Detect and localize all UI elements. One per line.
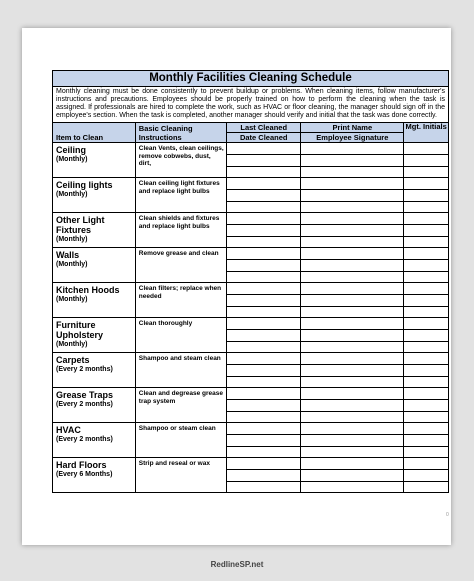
signature-field[interactable] — [301, 412, 403, 422]
mgt-initials-field-group — [404, 178, 449, 213]
mgt-initials-field-group — [404, 353, 449, 388]
date-cleaned-field[interactable] — [227, 283, 300, 295]
mgt-initials-field[interactable] — [404, 470, 448, 482]
date-cleaned-field[interactable] — [227, 143, 300, 155]
signature-field-group — [301, 353, 404, 388]
signature-field[interactable] — [301, 190, 403, 202]
item-name: Grease Traps — [56, 390, 114, 400]
item-frequency: (Monthly) — [56, 236, 88, 243]
date-cleaned-field-group — [227, 213, 301, 248]
mgt-initials-field[interactable] — [404, 318, 448, 330]
mgt-initials-field[interactable] — [404, 283, 448, 295]
mgt-initials-field[interactable] — [404, 155, 448, 167]
date-cleaned-field[interactable] — [227, 202, 300, 212]
item-frequency: (Every 2 months) — [56, 401, 113, 408]
item-name: Ceiling — [56, 145, 87, 155]
mgt-initials-field[interactable] — [404, 260, 448, 272]
last-cleaned-label: Last Cleaned — [227, 123, 300, 133]
print-name-label: Print Name — [301, 123, 403, 133]
mgt-initials-header: Mgt. Initials — [404, 123, 449, 143]
basic-instructions-header: Basic Cleaning Instructions — [135, 123, 226, 143]
instructions-cell: Clean Vents, clean ceilings, remove cobwebs, dust, dirt, — [135, 143, 226, 178]
table-row — [53, 458, 449, 493]
item-cell — [53, 248, 136, 283]
mgt-initials-field-group — [404, 283, 449, 318]
item-cell — [53, 353, 136, 388]
item-cell — [53, 423, 136, 458]
date-cleaned-field[interactable] — [227, 167, 300, 177]
item-cell — [53, 318, 136, 353]
item-frequency: (Monthly) — [56, 156, 88, 163]
mgt-initials-field[interactable] — [404, 412, 448, 422]
item-cell — [53, 178, 136, 213]
item-name: Walls — [56, 250, 80, 260]
date-cleaned-field[interactable] — [227, 295, 300, 307]
table-row — [53, 353, 449, 388]
item-frequency: (Every 2 months) — [56, 436, 113, 443]
item-cell — [53, 283, 136, 318]
cleaning-schedule-table — [52, 70, 449, 493]
mgt-initials-field[interactable] — [404, 458, 448, 470]
item-frequency: (Monthly) — [56, 296, 88, 303]
mgt-initials-field-group — [404, 318, 449, 353]
mgt-initials-field[interactable] — [404, 213, 448, 225]
signature-field[interactable] — [301, 143, 403, 155]
mgt-initials-field[interactable] — [404, 342, 448, 352]
signature-field[interactable] — [301, 482, 403, 492]
table-row — [53, 143, 449, 178]
mgt-initials-field[interactable] — [404, 482, 448, 492]
mgt-initials-field[interactable] — [404, 447, 448, 457]
instructions-cell: Strip and reseal or wax — [135, 458, 226, 493]
date-cleaned-field[interactable] — [227, 155, 300, 167]
date-cleaned-field[interactable] — [227, 237, 300, 247]
table-row — [53, 213, 449, 248]
mgt-initials-field[interactable] — [404, 248, 448, 260]
table-header-row — [53, 123, 449, 143]
item-cell — [53, 388, 136, 423]
item-to-clean-header: Item to Clean — [53, 123, 136, 143]
item-cell — [53, 143, 136, 178]
mgt-initials-field[interactable] — [404, 377, 448, 387]
date-cleaned-field-group — [227, 283, 301, 318]
date-cleaned-field[interactable] — [227, 342, 300, 352]
signature-field[interactable] — [301, 272, 403, 282]
mgt-initials-field-group — [404, 423, 449, 458]
date-cleaned-field-group — [227, 458, 301, 493]
item-cell — [53, 458, 136, 493]
employee-signature-label: Employee Signature — [316, 133, 389, 142]
date-cleaned-label: Date Cleaned — [239, 133, 288, 142]
date-cleaned-field[interactable] — [227, 272, 300, 282]
signature-field[interactable] — [301, 167, 403, 177]
date-cleaned-field[interactable] — [227, 435, 300, 447]
date-cleaned-field[interactable] — [227, 470, 300, 482]
date-cleaned-field[interactable] — [227, 377, 300, 387]
date-cleaned-field-group — [227, 178, 301, 213]
mgt-initials-field[interactable] — [404, 295, 448, 307]
mgt-initials-field-group — [404, 458, 449, 493]
page-marker: 0 — [446, 512, 449, 518]
date-cleaned-field-group — [227, 248, 301, 283]
print-name-header — [301, 123, 404, 143]
date-cleaned-field[interactable] — [227, 388, 300, 400]
mgt-initials-field[interactable] — [404, 330, 448, 342]
mgt-initials-field-group — [404, 143, 449, 178]
signature-field[interactable] — [301, 260, 403, 272]
item-frequency: (Every 2 months) — [56, 366, 113, 373]
item-frequency: (Monthly) — [56, 261, 88, 268]
signature-field[interactable] — [301, 342, 403, 352]
instructions-cell: Shampoo and steam clean — [135, 353, 226, 388]
date-cleaned-field-group — [227, 388, 301, 423]
table-row — [53, 178, 449, 213]
signature-field-group — [301, 178, 404, 213]
date-cleaned-field[interactable] — [227, 423, 300, 435]
item-name: Carpets — [56, 355, 90, 365]
signature-field[interactable] — [301, 458, 403, 470]
signature-field[interactable] — [301, 155, 403, 167]
mgt-initials-field[interactable] — [404, 237, 448, 247]
item-name: Kitchen Hoods — [56, 285, 120, 295]
date-cleaned-field-group — [227, 353, 301, 388]
instructions-cell: Shampoo or steam clean — [135, 423, 226, 458]
mgt-initials-field-group — [404, 213, 449, 248]
signature-field-group — [301, 388, 404, 423]
mgt-initials-field[interactable] — [404, 400, 448, 412]
watermark-logo: RedlineSP.net — [210, 560, 264, 569]
signature-field-group — [301, 423, 404, 458]
signature-field[interactable] — [301, 248, 403, 260]
last-cleaned-header — [227, 123, 301, 143]
signature-field[interactable] — [301, 307, 403, 317]
date-cleaned-field-group — [227, 143, 301, 178]
item-name: Other Light Fixtures — [56, 215, 105, 235]
item-name: Ceiling lights — [56, 180, 113, 190]
signature-field[interactable] — [301, 213, 403, 225]
instructions-cell: Clean filters; replace when needed — [135, 283, 226, 318]
date-cleaned-field[interactable] — [227, 248, 300, 260]
signature-field[interactable] — [301, 400, 403, 412]
signature-field-group — [301, 458, 404, 493]
instructions-cell: Clean ceiling light fixtures and replace light bulbs — [135, 178, 226, 213]
instructions-cell: Clean shields and fixtures and replace light bulbs — [135, 213, 226, 248]
date-cleaned-field[interactable] — [227, 365, 300, 377]
mgt-initials-field-group — [404, 248, 449, 283]
table-row — [53, 423, 449, 458]
date-cleaned-field[interactable] — [227, 353, 300, 365]
mgt-initials-field[interactable] — [404, 143, 448, 155]
mgt-initials-field[interactable] — [404, 353, 448, 365]
instructions-cell: Clean and degrease grease trap system — [135, 388, 226, 423]
signature-field[interactable] — [301, 178, 403, 190]
table-row — [53, 248, 449, 283]
signature-field-group — [301, 283, 404, 318]
signature-field-group — [301, 318, 404, 353]
mgt-initials-field[interactable] — [404, 190, 448, 202]
mgt-initials-field[interactable] — [404, 435, 448, 447]
mgt-initials-field[interactable] — [404, 365, 448, 377]
mgt-initials-field[interactable] — [404, 388, 448, 400]
date-cleaned-field[interactable] — [227, 178, 300, 190]
table-row — [53, 283, 449, 318]
item-cell — [53, 213, 136, 248]
date-cleaned-field[interactable] — [227, 458, 300, 470]
signature-field[interactable] — [301, 330, 403, 342]
item-frequency: (Monthly) — [56, 191, 88, 198]
date-cleaned-field[interactable] — [227, 482, 300, 492]
mgt-initials-field[interactable] — [404, 423, 448, 435]
signature-field[interactable] — [301, 388, 403, 400]
date-cleaned-field-group — [227, 423, 301, 458]
date-cleaned-field[interactable] — [227, 190, 300, 202]
item-frequency: (Monthly) — [56, 341, 88, 348]
table-row — [53, 388, 449, 423]
date-cleaned-field[interactable] — [227, 400, 300, 412]
signature-field[interactable] — [301, 353, 403, 365]
date-cleaned-field[interactable] — [227, 447, 300, 457]
date-cleaned-field[interactable] — [227, 412, 300, 422]
date-cleaned-field[interactable] — [227, 213, 300, 225]
mgt-initials-field[interactable] — [404, 272, 448, 282]
signature-field-group — [301, 248, 404, 283]
item-name: Hard Floors — [56, 460, 107, 470]
signature-field[interactable] — [301, 202, 403, 212]
signature-field[interactable] — [301, 377, 403, 387]
document-page — [22, 28, 451, 545]
instructions-cell: Clean thoroughly — [135, 318, 226, 353]
signature-field[interactable] — [301, 283, 403, 295]
date-cleaned-field[interactable] — [227, 225, 300, 237]
signature-field-group — [301, 213, 404, 248]
mgt-initials-field[interactable] — [404, 178, 448, 190]
date-cleaned-field[interactable] — [227, 318, 300, 330]
signature-field-group — [301, 143, 404, 178]
signature-field[interactable] — [301, 447, 403, 457]
table-row — [53, 318, 449, 353]
instructions-cell: Remove grease and clean — [135, 248, 226, 283]
date-cleaned-field[interactable] — [227, 330, 300, 342]
signature-field[interactable] — [301, 318, 403, 330]
date-cleaned-field[interactable] — [227, 260, 300, 272]
schedule-rows — [53, 143, 449, 493]
mgt-initials-field-group — [404, 388, 449, 423]
signature-field[interactable] — [301, 470, 403, 482]
signature-field[interactable] — [301, 295, 403, 307]
mgt-initials-field[interactable] — [404, 167, 448, 177]
document-title: Monthly Facilities Cleaning Schedule — [53, 71, 449, 87]
instructions-paragraph: Monthly cleaning must be done consistently to prevent buildup or problems. When cleaning items, follow manufacturer's instructions and precautions. Employees should be properly trained on how to perform the cleaning when the task is assigned. If professionals are hired to complete the work, such as HVAC or floor cleaning, the manager should sign off in the employee's section. When the task is completed, another manager should verify and initial that the task was done correctly. — [53, 87, 449, 123]
date-cleaned-field[interactable] — [227, 307, 300, 317]
item-name: Furniture Upholstery — [56, 320, 104, 340]
mgt-initials-field[interactable] — [404, 225, 448, 237]
date-cleaned-field-group — [227, 318, 301, 353]
item-name: HVAC — [56, 425, 81, 435]
signature-field[interactable] — [301, 365, 403, 377]
signature-field[interactable] — [301, 423, 403, 435]
signature-field[interactable] — [301, 225, 403, 237]
mgt-initials-field[interactable] — [404, 307, 448, 317]
signature-field[interactable] — [301, 435, 403, 447]
signature-field[interactable] — [301, 237, 403, 247]
item-frequency: (Every 6 Months) — [56, 471, 113, 478]
mgt-initials-field[interactable] — [404, 202, 448, 212]
